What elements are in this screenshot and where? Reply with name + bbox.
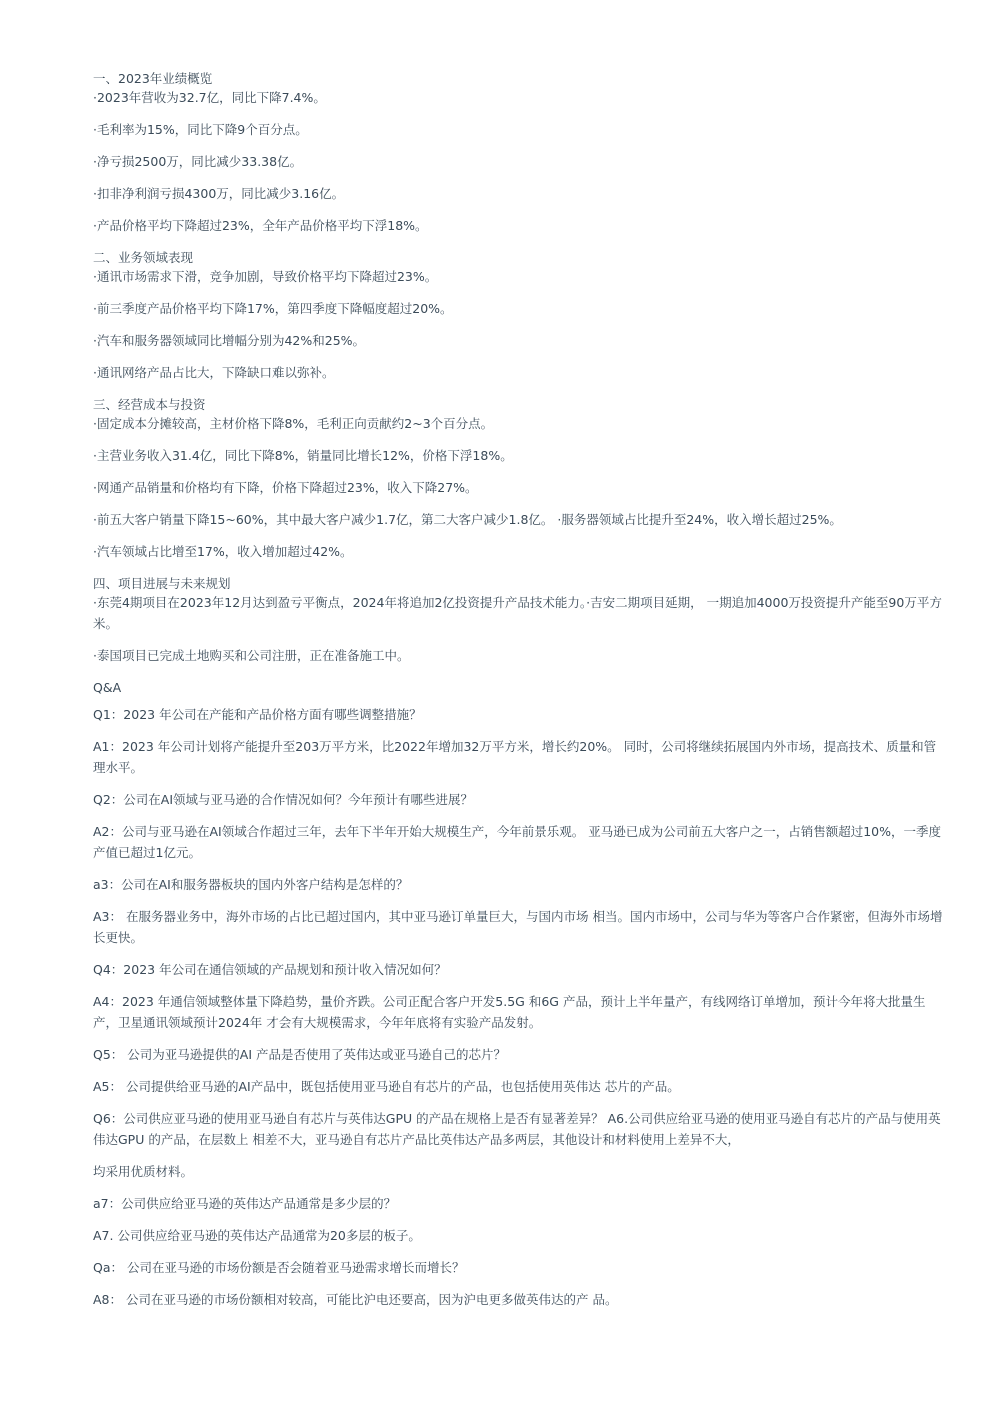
- qa-item: a7：公司供应给亚马逊的英伟达产品通常是多少层的？: [93, 1196, 397, 1211]
- qa-item: Q4：2023 年公司在通信领域的产品规划和预计收入情况如何？: [93, 962, 447, 977]
- qa-item: Q6：公司供应亚马逊的使用亚马逊自有芯片与英伟达GPU 的产品在规格上是否有显著差异？ A6.公司供应给亚马逊的使用亚马逊自有芯片的产品与使用英伟达GPU 的产品，在层数上 相差不大，亚马逊自有芯片产品比英伟达产品多两层，其他设计和材料使用上差异不大，: [93, 1111, 941, 1147]
- list-item: ·2023年营收为32.7亿，同比下降7.4%。: [93, 90, 326, 105]
- qa-title: Q&A: [93, 680, 122, 695]
- list-item: ·前三季度产品价格平均下降17%，第四季度下降幅度超过20%。: [93, 301, 453, 316]
- list-item: ·毛利率为15%，同比下降9个百分点。: [93, 122, 308, 137]
- section-projects: [93, 573, 945, 666]
- list-item: ·前五大客户销量下降15~60%，其中最大客户减少1.7亿，第二大客户减少1.8亿。 ·服务器领域占比提升至24%，收入增长超过25%。: [93, 512, 842, 527]
- list-item: ·固定成本分摊较高，主材价格下降8%，毛利正向贡献约2~3个百分点。: [93, 416, 494, 431]
- qa-item: Q2：公司在AI领域与亚马逊的合作情况如何？今年预计有哪些进展？: [93, 792, 474, 807]
- qa-item: A2：公司与亚马逊在AI领域合作超过三年，去年下半年开始大规模生产，今年前景乐观。 亚马逊已成为公司前五大客户之一，占销售额超过10%，一季度产值已超过1亿元。: [93, 824, 942, 860]
- list-item: ·汽车和服务器领域同比增幅分别为42%和25%。: [93, 333, 366, 348]
- qa-item: a3：公司在AI和服务器板块的国内外客户结构是怎样的？: [93, 877, 409, 892]
- qa-item: A8： 公司在亚马逊的市场份额相对较高，可能比沪电还要高，因为沪电更多做英伟达的产 品。: [93, 1292, 618, 1307]
- qa-item: A7. 公司供应给亚马逊的英伟达产品通常为20多层的板子。: [93, 1228, 421, 1243]
- qa-item: Q1：2023 年公司在产能和产品价格方面有哪些调整措施？: [93, 707, 422, 722]
- list-item: ·网通产品销量和价格均有下降，价格下降超过23%，收入下降27%。: [93, 480, 478, 495]
- section-business: [93, 247, 945, 383]
- section-heading: 四、项目进展与未来规划: [93, 576, 231, 591]
- qa-item: A1：2023 年公司计划将产能提升至203万平方米，比2022年增加32万平方米，增长约20%。 同时，公司将继续拓展国内外市场，提高技术、质量和管理水平。: [93, 739, 937, 775]
- section-heading: 二、业务领域表现: [93, 250, 194, 265]
- list-item: ·扣非净利润亏损4300万，同比减少3.16亿。: [93, 186, 345, 201]
- section-qa: [93, 677, 945, 1310]
- section-costs: [93, 394, 945, 562]
- list-item: ·汽车领域占比增至17%，收入增加超过42%。: [93, 544, 353, 559]
- qa-item: Q5： 公司为亚马逊提供的AI 产品是否使用了英伟达或亚马逊自己的芯片？: [93, 1047, 506, 1062]
- section-heading: 三、经营成本与投资: [93, 397, 206, 412]
- qa-item: A4：2023 年通信领域整体量下降趋势，量价齐跌。公司正配合客户开发5.5G 和6G 产品，预计上半年量产，有线网络订单增加，预计今年将大批量生产，卫星通讯领域预计2024年 才会有大规模需求，今年年底将有实验产品发射。: [93, 994, 926, 1030]
- list-item: ·产品价格平均下降超过23%，全年产品价格平均下浮18%。: [93, 218, 428, 233]
- list-item: ·通讯网络产品占比大，下降缺口难以弥补。: [93, 365, 335, 380]
- qa-item: 均采用优质材料。: [93, 1164, 194, 1179]
- section-performance: [93, 68, 945, 236]
- list-item: ·东莞4期项目在2023年12月达到盈亏平衡点，2024年将追加2亿投资提升产品技术能力。·吉安二期项目延期， 一期追加4000万投资提升产能至90万平方米。: [93, 595, 942, 631]
- list-item: ·主营业务收入31.4亿，同比下降8%，销量同比增长12%，价格下浮18%。: [93, 448, 513, 463]
- list-item: ·泰国项目已完成土地购买和公司注册，正在准备施工中。: [93, 648, 410, 663]
- list-item: ·通讯市场需求下滑，竞争加剧，导致价格平均下降超过23%。: [93, 269, 438, 284]
- document-body: [93, 68, 945, 1321]
- section-heading: 一、2023年业绩概览: [93, 71, 213, 86]
- qa-item: Qa： 公司在亚马逊的市场份额是否会随着亚马逊需求增长而增长？: [93, 1260, 465, 1275]
- list-item: ·净亏损2500万，同比减少33.38亿。: [93, 154, 303, 169]
- qa-item: A3： 在服务器业务中，海外市场的占比已超过国内，其中亚马逊订单量巨大，与国内市场 相当。国内市场中，公司与华为等客户合作紧密，但海外市场增长更快。: [93, 909, 943, 945]
- qa-item: A5： 公司提供给亚马逊的AI产品中，既包括使用亚马逊自有芯片的产品，也包括使用英伟达 芯片的产品。: [93, 1079, 680, 1094]
